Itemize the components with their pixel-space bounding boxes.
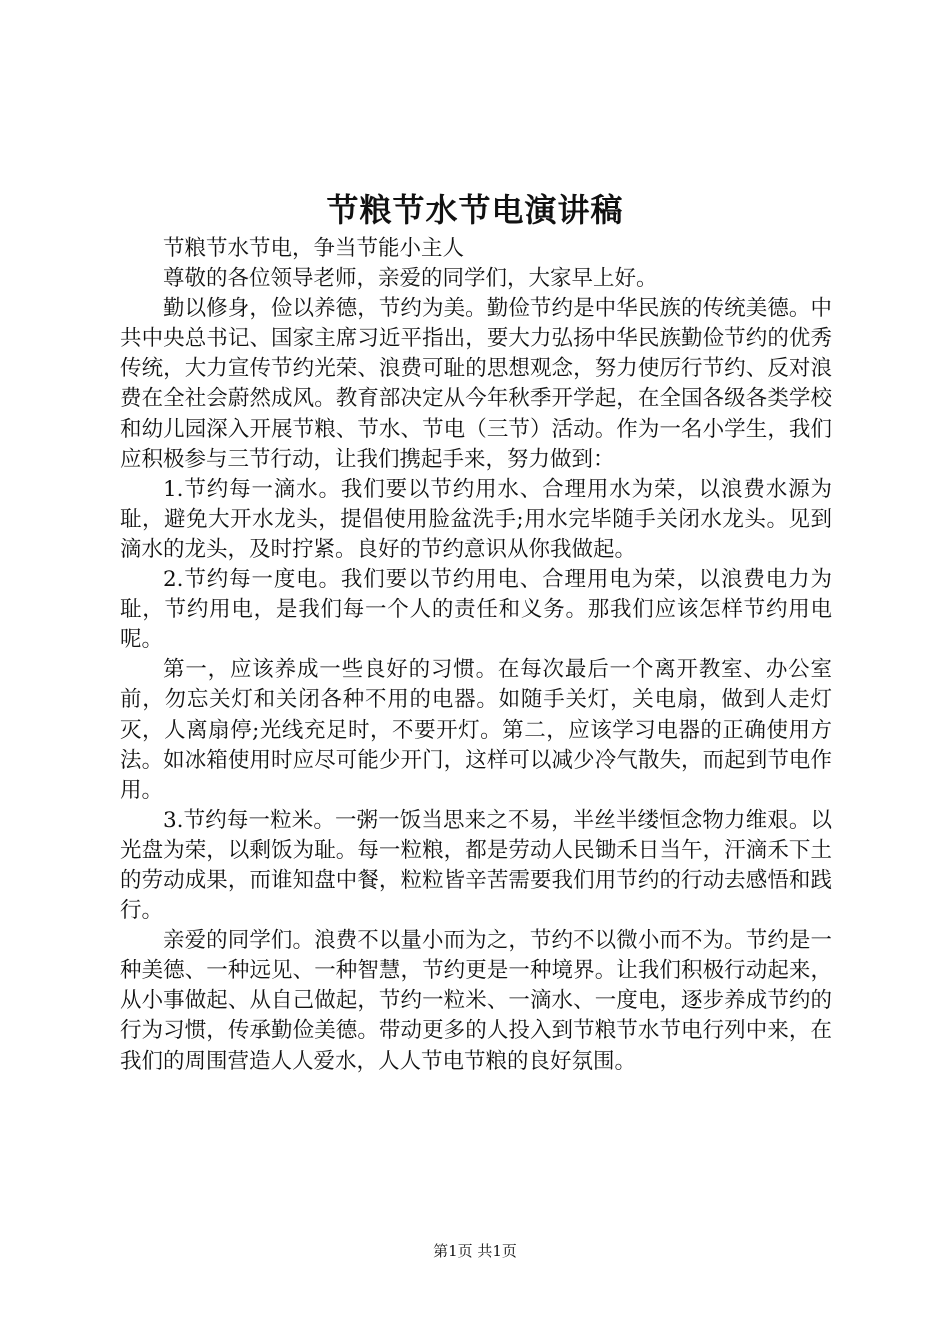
document-title: 节粮节水节电演讲稿 bbox=[326, 191, 624, 229]
paragraph-electricity-habits: 第一，应该养成一些良好的习惯。在每次最后一个离开教室、办公室前，勿忘关灯和关闭各种不用的电器。如随手关灯，关电扇，做到人走灯灭，人离扇停;光线充足时，不要开灯。第二，应该学习电器的正确使用方法。如冰箱使用时应尽可能少开门，这样可以减少冷气散失，而起到节电作用。 bbox=[120, 657, 832, 803]
document-body bbox=[120, 234, 832, 1077]
paragraph-save-water: 1.节约每一滴水。我们要以节约用水、合理用水为荣，以浪费水源为耻，避免大开水龙头，提倡使用脸盆洗手;用水完毕随手关闭水龙头。见到滴水的龙头，及时拧紧。良好的节约意识从你我做起。 bbox=[120, 476, 832, 562]
paragraph-intro: 勤以修身，俭以养德，节约为美。勤俭节约是中华民族的传统美德。中共中央总书记、国家主席习近平指出，要大力弘扬中华民族勤俭节约的优秀传统，大力宣传节约光荣、浪费可耻的思想观念，努力使厉行节约、反对浪费在全社会蔚然成风。教育部决定从今年秋季开学起，在全国各级各类学校和幼儿园深入开展节粮、节水、节电（三节）活动。作为一名小学生，我们应积极参与三节行动，让我们携起手来，努力做到： bbox=[120, 296, 832, 472]
paragraph-save-rice: 3.节约每一粒米。一粥一饭当思来之不易，半丝半缕恒念物力维艰。以光盘为荣，以剩饭为耻。每一粒粮，都是劳动人民锄禾日当午，汗滴禾下土的劳动成果，而谁知盘中餐，粒粒皆辛苦需要我们用节约的行动去感悟和践行。 bbox=[120, 807, 832, 924]
paragraph-subtitle: 节粮节水节电，争当节能小主人 bbox=[163, 236, 465, 261]
paragraph-save-electricity: 2.节约每一度电。我们要以节约用电、合理用电为荣，以浪费电力为耻，节约用电，是我们每一个人的责任和义务。那我们应该怎样节约用电呢。 bbox=[120, 567, 832, 653]
paragraph-greeting: 尊敬的各位领导老师，亲爱的同学们，大家早上好。 bbox=[163, 266, 658, 292]
paragraph-conclusion: 亲爱的同学们。浪费不以量小而为之，节约不以微小而不为。节约是一种美德、一种远见、一种智慧，节约更是一种境界。让我们积极行动起来，从小事做起、从自己做起，节约一粒米、一滴水、一度电，逐步养成节约的行为习惯，传承勤俭美德。带动更多的人投入到节粮节水节电行列中来，在我们的周围营造人人爱水，人人节电节粮的良好氛围。 bbox=[120, 928, 832, 1074]
page-footer: 第1页 共1页 bbox=[433, 1242, 517, 1260]
